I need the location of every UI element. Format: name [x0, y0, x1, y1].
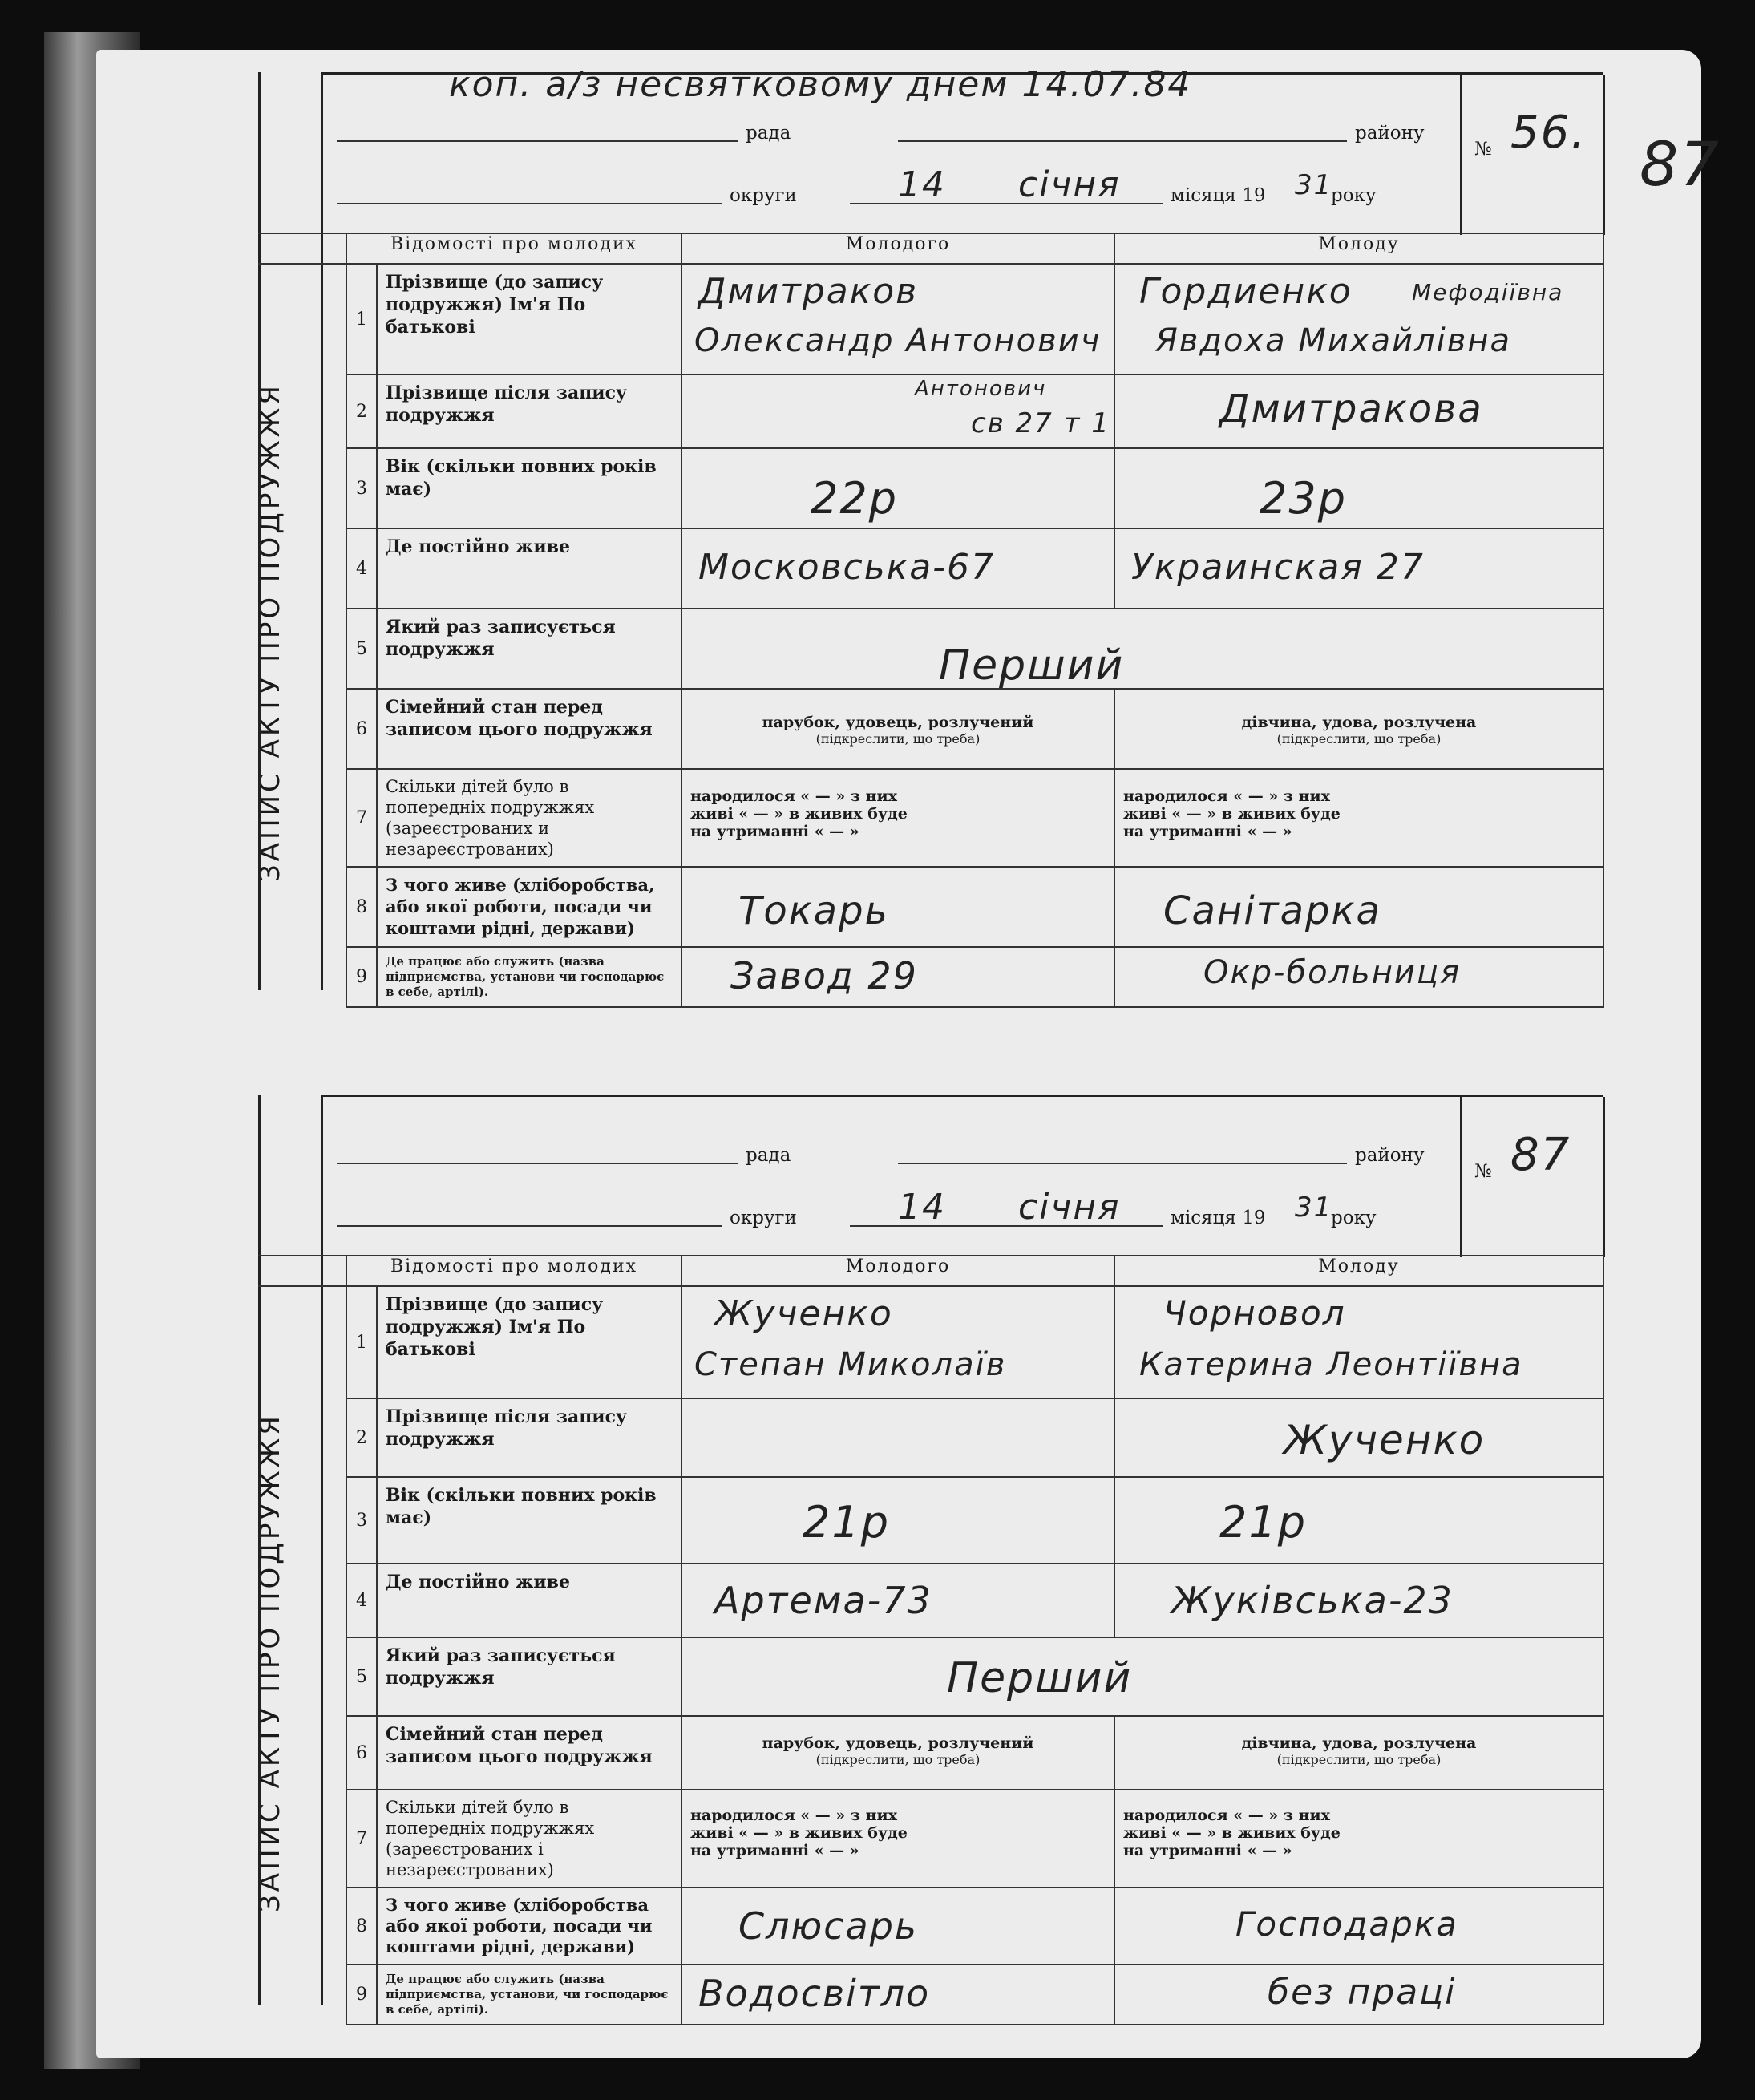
groom-surname-after-cell: [681, 1398, 1114, 1477]
act-side-title: ЗАПИС АКТУ ПРО ПОДРУЖЖЯ: [254, 382, 286, 882]
groom-full-name: Олександр Антонович: [694, 322, 1102, 359]
question-children: Скільки дітей було в попередніх подружжях (зареєстрованих и незареєстрованих): [377, 769, 681, 867]
bride-marital-cell: [1114, 689, 1603, 769]
quote-mark: »: [849, 823, 859, 840]
groom-workplace: Завод 29: [730, 954, 918, 997]
act-number-box: [1460, 1097, 1605, 1257]
act-table: [258, 233, 1604, 1008]
page-number: 87: [1640, 128, 1721, 200]
times-cell: [681, 1637, 1603, 1716]
archive-note: коп. а/з несвятковому днем 14.07.84: [449, 64, 1192, 105]
groom-children-cell: народилося « — » з них живі « — » в живих буде на утриманні « — »: [681, 769, 1114, 867]
bride-full-name: Катерина Леонтіївна: [1139, 1346, 1523, 1383]
bride-residence-cell: [1114, 528, 1603, 609]
bride-children-cell: народилося « — » з них живі « — » в живих буде на утриманні « — »: [1114, 1790, 1603, 1888]
bride-occupation: Господарка: [1235, 1904, 1458, 1944]
bride-occupation-cell: [1114, 867, 1603, 947]
bride-occupation: Санітарка: [1163, 888, 1381, 933]
question-age: Вік (скільки повних років має): [377, 448, 681, 528]
row-number: 3: [346, 448, 377, 528]
groom-patronymic-correction: Антонович: [915, 377, 1047, 401]
bride-workplace-cell: [1114, 947, 1603, 1007]
rada-label: рада: [746, 1145, 791, 1166]
children-living-label: » в живих буде: [774, 1824, 908, 1842]
act-year: 31: [1295, 169, 1333, 201]
children-of-them-label: » з них: [1268, 787, 1330, 805]
act-header: [321, 72, 1603, 235]
raion-label: району: [1355, 1145, 1425, 1166]
groom-name-cell: [681, 264, 1114, 374]
groom-occupation-cell: [681, 867, 1114, 947]
row-number: 6: [346, 1716, 377, 1790]
act-header: [321, 1095, 1603, 1257]
groom-residence-cell: [681, 1564, 1114, 1637]
act-side-title: ЗАПИС АКТУ ПРО ПОДРУЖЖЯ: [254, 1413, 286, 1912]
underline-note: (підкреслити, що треба): [1276, 731, 1442, 747]
bride-surname-after-cell: [1114, 374, 1603, 448]
bride-patronymic-correction: Мефодіївна: [1412, 279, 1564, 305]
col-bride-header: Молоду: [1114, 1256, 1603, 1286]
children-support-label: на утриманні «: [690, 823, 824, 840]
row-number: 4: [346, 528, 377, 609]
question-residence: Де постійно живе: [377, 528, 681, 609]
children-living-label: » в живих буде: [774, 805, 908, 823]
children-alive-label: живі «: [690, 805, 749, 823]
bride-address: Украинская 27: [1131, 547, 1425, 588]
marriage-count: Перший: [947, 1654, 1133, 1702]
bride-residence-cell: [1114, 1564, 1603, 1637]
bride-workplace-cell: [1114, 1964, 1603, 2025]
margin-annotation: св 27 т 1: [971, 407, 1110, 439]
children-alive-label: живі «: [1123, 1824, 1182, 1842]
children-of-them-label: » з них: [835, 1807, 897, 1824]
question-age: Вік (скільки повних років має): [377, 1477, 681, 1564]
groom-children-cell: народилося « — » з них живі « — » в живих буде на утриманні « — »: [681, 1790, 1114, 1888]
bride-full-name: Явдоха Михайлівна: [1155, 322, 1511, 359]
groom-surname-after-cell: [681, 374, 1114, 448]
quote-mark: »: [849, 1842, 859, 1859]
groom-address: Артема-73: [714, 1579, 932, 1622]
children-of-them-label: » з них: [835, 787, 897, 805]
underline-note: (підкреслити, що треба): [815, 1752, 981, 1767]
question-workplace: Де працює або служить (назва підприємства, установи, чи господарює в себе, артілі).: [377, 1964, 681, 2025]
children-alive-label: живі «: [690, 1824, 749, 1842]
bride-surname-after-cell: [1114, 1398, 1603, 1477]
row-number: 4: [346, 1564, 377, 1637]
children-support-label: на утриманні «: [1123, 823, 1257, 840]
bride-name-cell: [1114, 264, 1603, 374]
groom-workplace-cell: [681, 1964, 1114, 2025]
question-marital: Сімейний стан перед записом цього подружжя: [377, 1716, 681, 1790]
groom-marital-cell: [681, 1716, 1114, 1790]
groom-age-cell: [681, 1477, 1114, 1564]
groom-marital-options: парубок, удовець, розлучений: [762, 714, 1034, 731]
underline-note: (підкреслити, що треба): [1276, 1752, 1442, 1767]
act-number: 56.: [1510, 107, 1587, 159]
bride-surname: Чорновол: [1163, 1293, 1346, 1333]
groom-marital-options: парубок, удовець, розлучений: [762, 1734, 1034, 1752]
question-name: Прізвище (до запису подружжя) Ім'я По батькові: [377, 1286, 681, 1398]
bride-address: Жуківська-23: [1171, 1579, 1454, 1622]
groom-full-name: Степан Миколаїв: [694, 1346, 1007, 1383]
bride-name-cell: [1114, 1286, 1603, 1398]
children-born-label: народилося «: [1123, 1807, 1243, 1824]
row-number: 2: [346, 1398, 377, 1477]
quote-mark: »: [1282, 823, 1292, 840]
groom-name-cell: [681, 1286, 1114, 1398]
month-label: місяця 19: [1171, 1208, 1266, 1228]
question-occupation: З чого живе (хліборобства або якої роботи, посади чи коштами рідні, держави): [377, 1888, 681, 1964]
col-info-header: Відомості про молодих: [346, 233, 681, 264]
question-children: Скільки дітей було в попередніх подружжях (зареєстрованих і незареєстрованих): [377, 1790, 681, 1888]
row-number: 5: [346, 1637, 377, 1716]
bride-surname: Гордиенко: [1139, 271, 1353, 312]
groom-age-cell: [681, 448, 1114, 528]
row-number: 9: [346, 947, 377, 1007]
children-born-label: народилося «: [690, 1807, 811, 1824]
row-number: 1: [346, 1286, 377, 1398]
year-label: року: [1331, 1208, 1377, 1228]
groom-age: 22р: [811, 473, 898, 524]
children-of-them-label: » з них: [1268, 1807, 1330, 1824]
groom-workplace: Водосвітло: [698, 1972, 931, 2015]
bride-surname-after: Дмитракова: [1219, 386, 1483, 431]
act-number: 87: [1510, 1129, 1571, 1181]
marriage-count: Перший: [939, 641, 1125, 690]
question-marital: Сімейний стан перед записом цього подружжя: [377, 689, 681, 769]
act-day: 14: [898, 164, 946, 205]
row-number: 3: [346, 1477, 377, 1564]
act-year: 31: [1295, 1192, 1333, 1224]
act-table: [258, 1255, 1604, 2025]
children-living-label: » в живих буде: [1207, 805, 1341, 823]
row-number: 7: [346, 769, 377, 867]
question-times: Який раз записується подружжя: [377, 609, 681, 689]
quote-mark: »: [1282, 1842, 1292, 1859]
underline-note: (підкреслити, що треба): [815, 731, 981, 747]
bride-marital-options: дівчина, удова, розлучена: [1241, 714, 1477, 731]
groom-occupation-cell: [681, 1888, 1114, 1964]
row-number: 6: [346, 689, 377, 769]
okrug-label: округи: [730, 1208, 797, 1228]
bride-workplace: Окр-больниця: [1203, 954, 1462, 991]
row-number: 1: [346, 264, 377, 374]
groom-occupation: Токарь: [738, 888, 889, 933]
question-name: Прізвище (до запису подружжя) Ім'я По батькові: [377, 264, 681, 374]
children-living-label: » в живих буде: [1207, 1824, 1341, 1842]
year-label: року: [1331, 185, 1377, 206]
bride-marital-cell: [1114, 1716, 1603, 1790]
question-occupation: З чого живе (хліборобства, або якої роботи, посади чи коштами рідні, держави): [377, 867, 681, 947]
row-number: 8: [346, 1888, 377, 1964]
bride-children-cell: народилося « — » з них живі « — » в живих буде на утриманні « — »: [1114, 769, 1603, 867]
okrug-label: округи: [730, 185, 797, 206]
col-info-header: Відомості про молодих: [346, 1256, 681, 1286]
children-born-label: народилося «: [690, 787, 811, 805]
col-bride-header: Молоду: [1114, 233, 1603, 264]
row-number: 5: [346, 609, 377, 689]
bride-age: 21р: [1219, 1497, 1307, 1548]
children-support-label: на утриманні «: [1123, 1842, 1257, 1859]
act-month: січня: [1018, 164, 1121, 205]
row-number: 9: [346, 1964, 377, 2025]
question-residence: Де постійно живе: [377, 1564, 681, 1637]
question-surname-after: Прізвище після запису подружжя: [377, 1398, 681, 1477]
row-number: 7: [346, 1790, 377, 1888]
times-cell: [681, 609, 1603, 689]
raion-label: району: [1355, 123, 1425, 144]
bride-age-cell: [1114, 1477, 1603, 1564]
number-label: №: [1474, 139, 1492, 160]
act-month: січня: [1018, 1187, 1121, 1228]
number-label: №: [1474, 1161, 1492, 1182]
groom-surname: Жученко: [714, 1293, 893, 1334]
groom-age: 21р: [803, 1497, 890, 1548]
bride-age-cell: [1114, 448, 1603, 528]
groom-workplace-cell: [681, 947, 1114, 1007]
month-label: місяця 19: [1171, 185, 1266, 206]
children-born-label: народилося «: [1123, 787, 1243, 805]
row-number: 8: [346, 867, 377, 947]
rada-label: рада: [746, 123, 791, 144]
groom-surname: Дмитраков: [698, 271, 919, 312]
groom-occupation: Слюсарь: [738, 1904, 919, 1948]
children-support-label: на утриманні «: [690, 1842, 824, 1859]
children-alive-label: живі «: [1123, 805, 1182, 823]
bride-surname-after: Жученко: [1284, 1417, 1486, 1463]
act-day: 14: [898, 1187, 946, 1228]
bride-age: 23р: [1260, 473, 1347, 524]
bride-workplace: без праці: [1268, 1972, 1457, 2013]
col-groom-header: Молодого: [681, 233, 1114, 264]
groom-address: Московська-67: [698, 547, 996, 588]
question-surname-after: Прізвище після запису подружжя: [377, 374, 681, 448]
act-number-box: [1460, 75, 1605, 235]
groom-marital-cell: [681, 689, 1114, 769]
bride-marital-options: дівчина, удова, розлучена: [1241, 1734, 1477, 1752]
groom-residence-cell: [681, 528, 1114, 609]
question-workplace: Де працює або служить (назва підприємства, установи чи господарює в себе, артілі).: [377, 947, 681, 1007]
bride-occupation-cell: [1114, 1888, 1603, 1964]
question-times: Який раз записується подружжя: [377, 1637, 681, 1716]
col-groom-header: Молодого: [681, 1256, 1114, 1286]
row-number: 2: [346, 374, 377, 448]
